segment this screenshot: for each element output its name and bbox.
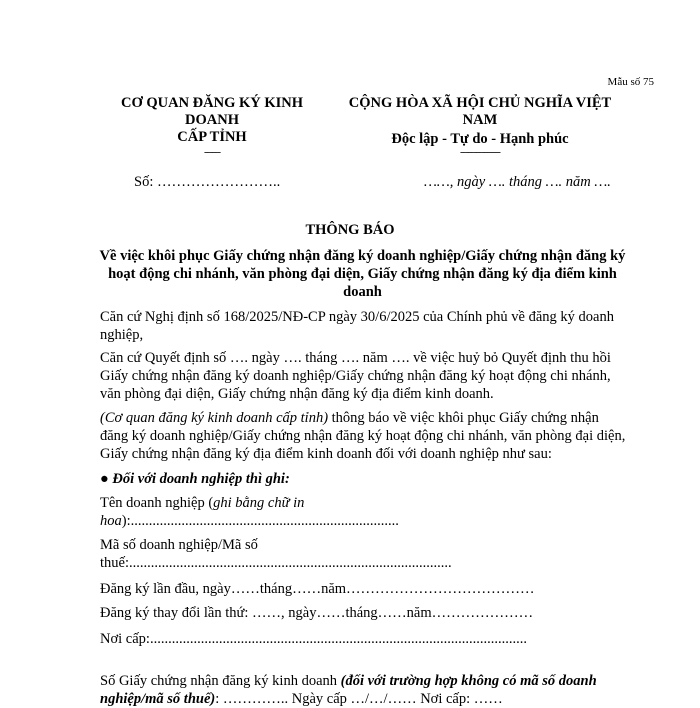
- legal-basis-1: Căn cứ Nghị định số 168/2025/NĐ-CP ngày 30/6/2025 của Chính phủ về đăng ký doanh nghiệp,: [100, 309, 614, 343]
- license-rest: : ………….. Ngày cấp …/…/…… Nơi cấp: ……: [215, 691, 503, 707]
- enterprise-name-field: [100, 494, 430, 530]
- enterprise-name-label: Tên doanh nghiệp (: [100, 495, 214, 511]
- enterprise-heading-text: Đối với doanh nghiệp thì ghi:: [112, 471, 290, 487]
- motto-underline: ---------------: [460, 146, 500, 158]
- license-hint: (đối với trường hợp không có mã số doanh nghiệp/mã số thuế): [100, 673, 597, 707]
- change-registration-field: Đăng ký thay đổi lần thứ: ……, ngày……tháng……năm…………………: [100, 605, 534, 621]
- enterprise-code-field: Mã số doanh nghiệp/Mã số thuế:.........................................................................................: [100, 537, 452, 571]
- agency-placeholder: (Cơ quan đăng ký kinh doanh cấp tỉnh): [100, 410, 329, 426]
- document-date: ……, ngày …. tháng …. năm ….: [424, 174, 611, 190]
- announcement-paragraph: [100, 409, 630, 463]
- announcement-text: thông báo về việc khôi phục Giấy chứng nhận đăng ký doanh nghiệp/Giấy chứng nhận đăng ký hoạt động chi nhánh, văn phòng đại diện, Giấy chứng nhận đăng ký địa điểm kinh doanh đối với doanh nghiệp như sau:: [100, 410, 626, 462]
- issued-place-field: Nơi cấp:........................................................................................................: [100, 631, 527, 647]
- document-title: THÔNG BÁO: [305, 222, 395, 238]
- first-registration-field: Đăng ký lần đầu, ngày……tháng……năm…………………………………: [100, 581, 535, 597]
- motto: Độc lập - Tự do - Hạnh phúc: [391, 131, 569, 147]
- enterprise-name-hint: ghi bằng chữ in hoa: [100, 495, 305, 529]
- republic-name: CỘNG HÒA XÃ HỘI CHỦ NGHĨA VIỆT NAM: [348, 95, 612, 128]
- enterprise-name-dots: ):..........................................................................: [121, 513, 399, 529]
- agency-line2: CẤP TỈNH: [177, 129, 247, 145]
- document-number: Số: ……………………..: [134, 174, 281, 190]
- bullet-icon: ●: [100, 471, 109, 487]
- document-subtitle: Về việc khôi phục Giấy chứng nhận đăng ký doanh nghiệp/Giấy chứng nhận đăng ký hoạt động chi nhánh, văn phòng đại diện, Giấy chứng nhận đăng ký địa điểm kinh doanh: [99, 248, 626, 300]
- agency-underline: ------: [204, 146, 220, 158]
- license-label: Số Giấy chứng nhận đăng ký kinh doanh: [100, 673, 341, 689]
- legal-basis-2: Căn cứ Quyết định số …. ngày …. tháng …. năm …. về việc huỷ bỏ Quyết định thu hồi Giấy chứng nhận đăng ký doanh nghiệp/Giấy chứng nhận đăng ký hoạt động chi nhánh, văn phòng đại diện, Giấy chứng nhận đăng ký địa điểm kinh doanh.: [100, 350, 611, 402]
- agency-line1: CƠ QUAN ĐĂNG KÝ KINH DOANH: [120, 95, 304, 128]
- license-number-field: [100, 672, 630, 708]
- form-number: Mẫu số 75: [607, 76, 654, 88]
- agency-name: [112, 95, 312, 146]
- enterprise-heading: [100, 470, 630, 488]
